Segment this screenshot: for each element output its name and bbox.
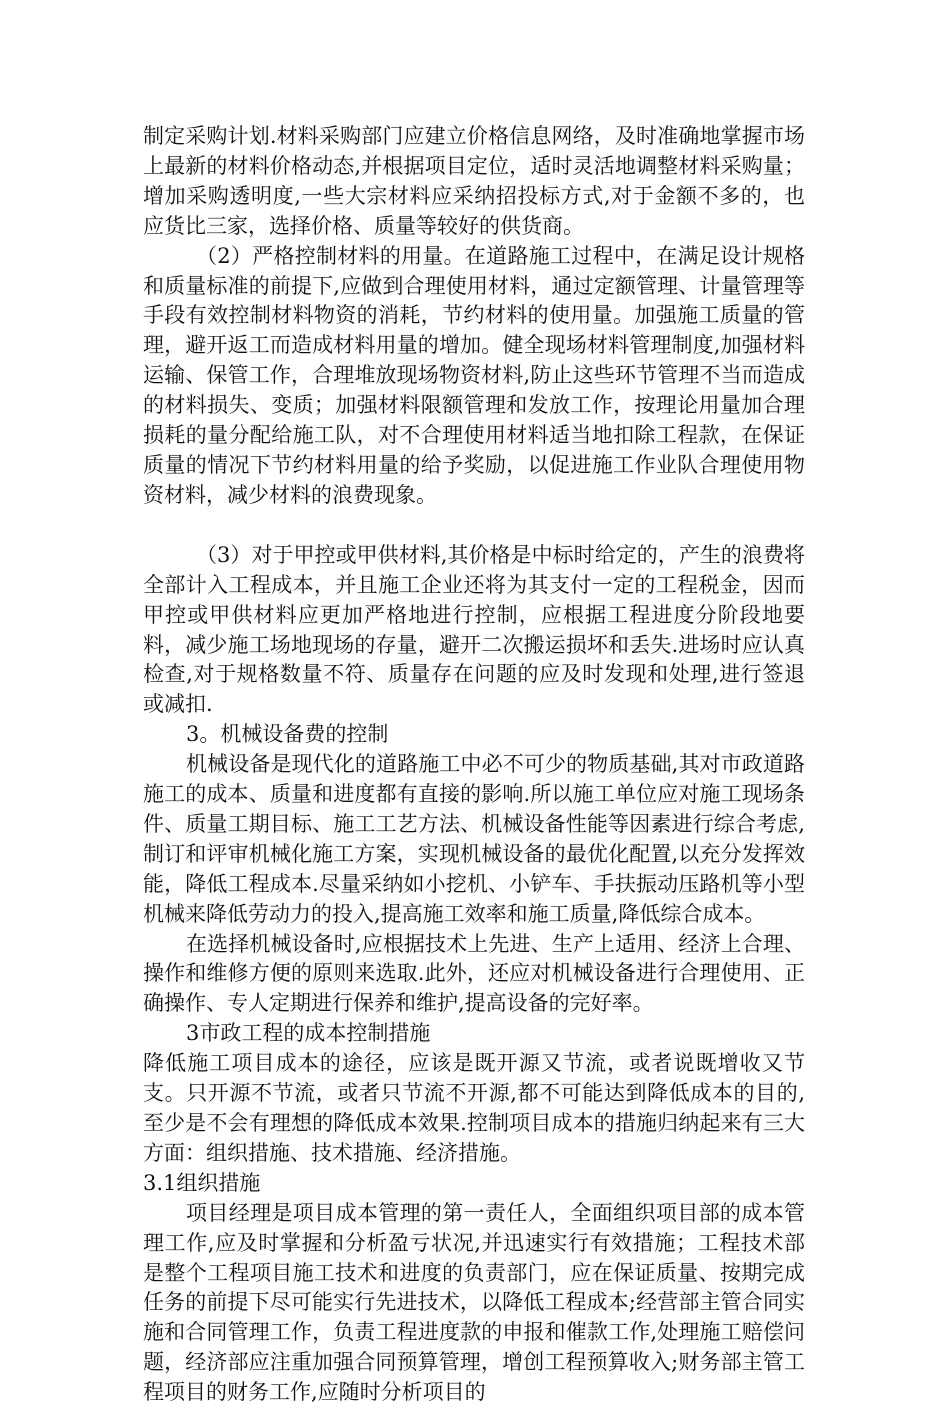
paragraph-organizational-responsibilities: 项目经理是项目成本管理的第一责任人，全面组织项目部的成本管理工作,应及时掌握和分析盈亏状况,并迅速实行有效措施；工程技术部是整个工程项目施工技术和进度的负责部门，应在保证质量、按期完成任务的前提下尽可能实行先进技术，以降低工程成本;经营部主管合同实施和合同管理工作，负责工程进度款的申报和催款工作,处理施工赔偿问题，经济部应注重加强合同预算管理，增创工程预算收入;财务部主管工程项目的财务工作,应随时分析项目的 [143, 1200, 805, 1405]
section-heading-organizational-measures: 3.1组织措施 [143, 1170, 261, 1195]
section-heading-cost-control-measures: 3市政工程的成本控制措施 [186, 1021, 431, 1046]
paragraph-cost-reduction-approach: 降低施工项目成本的途径，应该是既开源又节流，或者说既增收又节支。只开源不节流，或者只节流不开源,都不可能达到降低成本的目的,至少是不会有理想的降低成本效果.控制项目成本的措施归纳起来有三大方面：组织措施、技术措施、经济措施。 [143, 1051, 805, 1165]
paragraph-procurement-plan: 制定采购计划.材料采购部门应建立价格信息网络，及时准确地掌握市场上最新的材料价格动态,并根据项目定位，适时灵活地调整材料采购量；增加采购透明度,一些大宗材料应采纳招投标方式,对于金额不多的，也应货比三家，选择价格、质量等较好的供货商。 [143, 124, 805, 238]
paragraph-machinery-selection: 在选择机械设备时,应根据技术上先进、生产上适用、经济上合理、操作和维修方便的原则来选取.此外，还应对机械设备进行合理使用、正确操作、专人定期进行保养和维护,提高设备的完好率。 [143, 931, 805, 1016]
paragraph-material-usage-control: （2）严格控制材料的用量。在道路施工过程中，在满足设计规格和质量标准的前提下,应做到合理使用材料，通过定额管理、计量管理等手段有效控制材料物资的消耗，节约材料的使用量。加强施工质量的管理，避开返工而造成材料用量的增加。健全现场材料管理制度,加强材料运输、保管工作，合理堆放现场物资材料,防止这些环节管理不当而造成的材料损失、变质；加强材料限额管理和发放工作，按理论用量加合理损耗的量分配给施工队，对不合理使用材料适当地扣除工程款，在保证质量的情况下节约材料用量的给予奖励，以促进施工作业队合理使用物资材料，减少材料的浪费现象。 [143, 243, 805, 507]
paragraph-owner-supplied-materials: （3）对于甲控或甲供材料,其价格是中标时给定的，产生的浪费将全部计入工程成本，并且施工企业还将为其支付一定的工程税金，因而甲控或甲供材料应更加严格地进行控制，应根据工程进度分阶段地要料，减少施工场地现场的存量，避开二次搬运损坏和丢失.进场时应认真检查,对于规格数量不符、质量存在问题的应及时发现和处理,进行签退或减扣. [143, 542, 805, 717]
section-heading-machinery-cost: 3。机械设备费的控制 [186, 722, 389, 747]
document-page [143, 122, 805, 1408]
paragraph-machinery-importance: 机械设备是现代化的道路施工中必不可少的物质基础,其对市政道路施工的成本、质量和进度都有直接的影响.所以施工单位应对施工现场条件、质量工期目标、施工工艺方法、机械设备性能等因素进行综合考虑,制订和评审机械化施工方案，实现机械设备的最优化配置,以充分发挥效能，降低工程成本.尽量采纳如小挖机、小铲车、手扶振动压路机等小型机械来降低劳动力的投入,提高施工效率和施工质量,降低综合成本。 [143, 752, 805, 926]
